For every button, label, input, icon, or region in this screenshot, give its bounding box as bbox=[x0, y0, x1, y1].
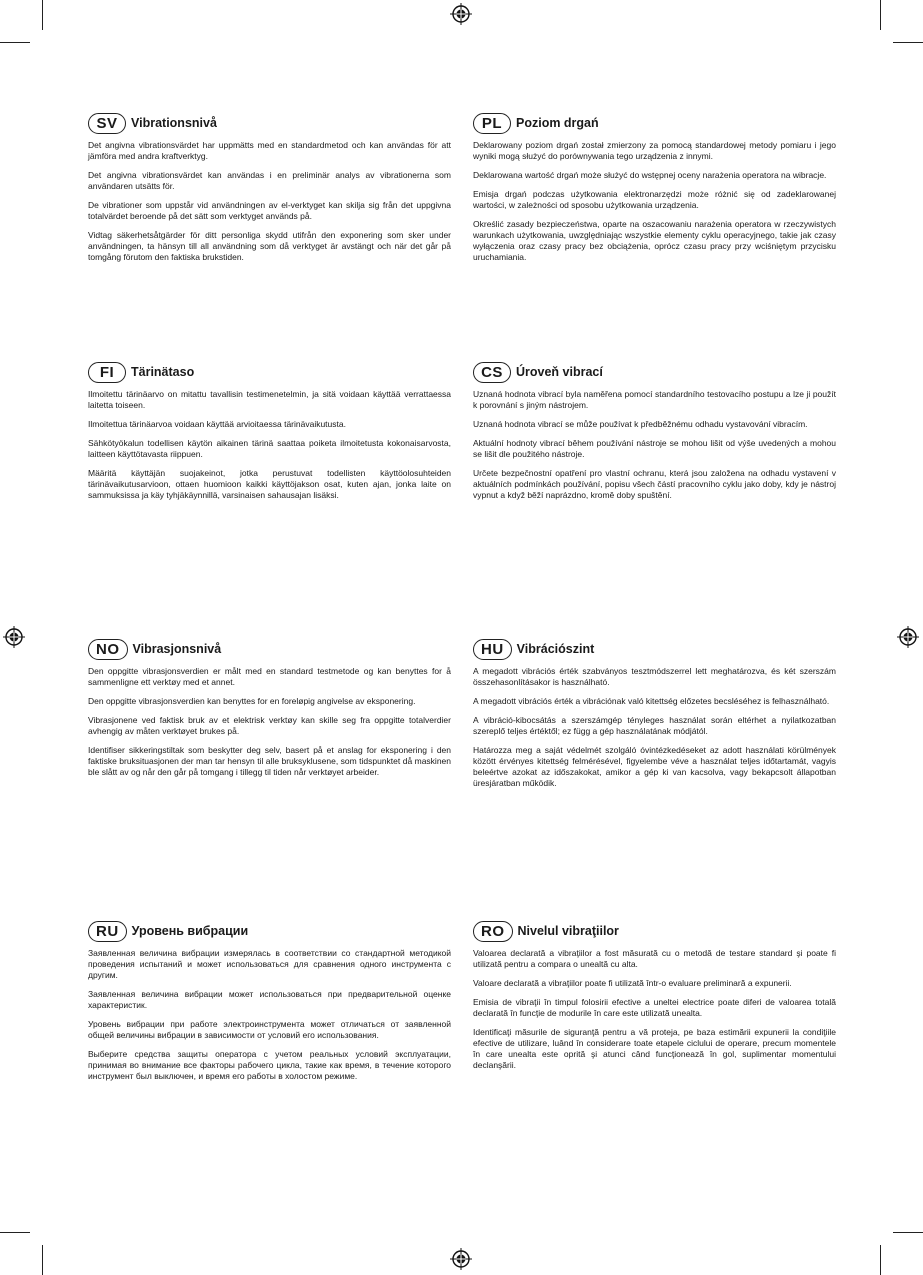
language-badge: RO bbox=[473, 921, 513, 942]
paragraph: Den oppgitte vibrasjonsverdien er målt med en standard testmetode og kan benyttes for å sammenligne ett verktøy med et annet. bbox=[88, 666, 451, 687]
paragraph: Určete bezpečnostní opatření pro vlastní ochranu, která jsou založena na odhadu vystavení v aktuálních podmínkách používání, popisu všech částí pracovního cyklu jako doby, kdy je nástroj vypnut a když běží naprázdno, kromě doby spuštění. bbox=[473, 468, 836, 500]
crop-mark bbox=[893, 42, 923, 43]
paragraph: Ilmoitettua tärinäarvoa voidaan käyttää arvioitaessa tärinävaikutusta. bbox=[88, 419, 346, 429]
registration-mark-icon bbox=[3, 626, 25, 648]
paragraph: Det angivna vibrationsvärdet kan användas i en preliminär analys av vibrationerna som användaren utsätts för. bbox=[88, 170, 451, 191]
paragraph: A megadott vibrációs érték a vibrációnak való kitettség előzetes becsléséhez is felhasználható. bbox=[473, 696, 830, 706]
paragraph: Emisia de vibraţii în timpul folosirii efective a uneltei electrice poate diferi de valoarea totală declarată în funcţie de modurile în care este utilizată unealta. bbox=[473, 997, 836, 1018]
section-sv bbox=[88, 112, 451, 271]
section-header bbox=[473, 920, 836, 942]
paragraph: Määritä käyttäjän suojakeinot, jotka perustuvat todellisten käyttöolosuhteiden tärinävaikutusarvioon, ottaen huomioon kaikki käyttöjakson osat, kuten ajan, jonka laite on sammuksissa ja käy tyhjäkäynnillä, varsinaisen sahausajan lisäksi. bbox=[88, 468, 451, 500]
paragraph: Vibrasjonene ved faktisk bruk av et elektrisk verktøy kan skille seg fra oppgitte totalverdier avhengig av måten verktøyet brukes på. bbox=[88, 715, 451, 736]
section-title: Úroveň vibrací bbox=[516, 365, 603, 379]
language-badge: RU bbox=[88, 921, 127, 942]
paragraph: Заявленная величина вибрации может использоваться при предварительной оценке характеристик. bbox=[88, 989, 451, 1010]
paragraph: Det angivna vibrationsvärdet har uppmätts med en standardmetod och kan användas för att jämföra med andra kraftverktyg. bbox=[88, 140, 451, 161]
section-ro bbox=[473, 920, 836, 1079]
section-header bbox=[473, 638, 836, 660]
section-header bbox=[88, 638, 451, 660]
paragraph: Vidtag säkerhetsåtgärder för ditt personliga skydd utifrån den exponering som sker under användningen, ta hänsyn till all användning som då verktyget är avstängt och när det går på tomgång förutom den faktiska brukstiden. bbox=[88, 230, 451, 262]
section-fi bbox=[88, 361, 451, 509]
language-badge: HU bbox=[473, 639, 512, 660]
section-title: Vibrationsnivå bbox=[131, 116, 217, 130]
paragraph: Uznaná hodnota vibrací se může používat k předběžnému odhadu vystavování vibracím. bbox=[473, 419, 808, 429]
crop-mark bbox=[0, 42, 30, 43]
paragraph: Określić zasady bezpieczeństwa, oparte na oszacowaniu narażenia operatora w rzeczywistych warunkach użytkowania, uwzględniając wszystkie elementy cyklu operacyjnego, takie jak czasy wyłączenia oraz czasy pracy bez obciążenia, oprócz czasu pracy przy wciśniętym przycisku uruchamiania. bbox=[473, 219, 836, 262]
section-cs bbox=[473, 361, 836, 509]
crop-mark bbox=[42, 1245, 43, 1275]
paragraph: De vibrationer som uppstår vid användningen av el-verktyget kan skilja sig från det uppgivna totalvärdet beroende på det sätt som verktyget används på. bbox=[88, 200, 451, 221]
paragraph: Sähkötyökalun todellisen käytön aikainen tärinä saattaa poiketa ilmoitetusta kokonaisarvosta, laitteen käyttötavasta riippuen. bbox=[88, 438, 451, 459]
paragraph: Uznaná hodnota vibrací byla naměřena pomocí standardního testovacího postupu a lze ji použít k porovnání s jiným nástrojem. bbox=[473, 389, 836, 410]
registration-mark-icon bbox=[450, 1248, 472, 1270]
paragraph: Уровень вибрации при работе электроинструмента может отличаться от заявленной общей величины вибрации в зависимости от условий его использования. bbox=[88, 1019, 451, 1040]
crop-mark bbox=[880, 0, 881, 30]
paragraph: Deklarowana wartość drgań może służyć do wstępnej oceny narażenia operatora na wibracje. bbox=[473, 170, 827, 180]
section-header bbox=[473, 112, 836, 134]
section-no bbox=[88, 638, 451, 786]
paragraph: Valoare declarată a vibraţiilor poate fi utilizată într-o evaluare preliminară a expunerii. bbox=[473, 978, 792, 988]
section-title: Poziom drgań bbox=[516, 116, 599, 130]
paragraph: A megadott vibrációs érték szabványos tesztmódszerrel lett meghatározva, és két szerszám összehasonlításakor is használható. bbox=[473, 666, 836, 687]
crop-mark bbox=[42, 0, 43, 30]
crop-mark bbox=[880, 1245, 881, 1275]
paragraph: Den oppgitte vibrasjonsverdien kan benyttes for en foreløpig angivelse av eksponering. bbox=[88, 696, 416, 706]
section-header bbox=[473, 361, 836, 383]
section-header bbox=[88, 112, 451, 134]
paragraph: Identificaţi măsurile de siguranţă pentru a vă proteja, pe baza estimării expunerii la condiţiile efective de utilizare, luând în considerare toate etapele ciclului de operare, precum momentele în care unealta este oprită şi atunci când funcţionează în gol, suplimentar momentului declanşării. bbox=[473, 1027, 836, 1070]
section-title: Уровень вибрации bbox=[131, 924, 249, 938]
section-header bbox=[88, 920, 451, 942]
language-badge: NO bbox=[88, 639, 128, 660]
paragraph: Emisja drgań podczas użytkowania elektronarzędzi może różnić się od zadeklarowanej wartości, w zależności od sposobu użytkowania urządzenia. bbox=[473, 189, 836, 210]
paragraph: Deklarowany poziom drgań został zmierzony za pomocą standardowej metody pomiaru i jego wyniki mogą służyć do porównywania tego urządzenia z innymi. bbox=[473, 140, 836, 161]
language-badge: PL bbox=[473, 113, 511, 134]
paragraph: Выберите средства защиты оператора с учетом реальных условий эксплуатации, принимая во внимание все факторы рабочего цикла, такие как время, в течение которого инструмент был выключен, и время его работы в холостом режиме. bbox=[88, 1049, 451, 1081]
language-badge: SV bbox=[88, 113, 126, 134]
paragraph: Заявленная величина вибрации измерялась в соответствии со стандартной методикой проведения испытаний и может использоваться для сравнения одного инструмента с другим. bbox=[88, 948, 451, 980]
language-badge: CS bbox=[473, 362, 511, 383]
section-hu bbox=[473, 638, 836, 797]
section-title: Vibrasjonsnivå bbox=[132, 642, 222, 656]
paragraph: Identifiser sikkeringstiltak som beskytter deg selv, basert på et anslag for eksponering i den faktiske bruksituasjonen der man tar hensyn til alle bruksyklusene, som tidspunktet då maskinen ble slått av og når den går på tomgang i tillegg til tiden når verktøyet arbeider. bbox=[88, 745, 451, 777]
paragraph: Valoarea declarată a vibraţiilor a fost măsurată cu o metodă de testare standard şi poate fi utilizată pentru a compara o unealtă cu alta. bbox=[473, 948, 836, 969]
section-ru bbox=[88, 920, 451, 1090]
section-pl bbox=[473, 112, 836, 271]
registration-mark-icon bbox=[450, 3, 472, 25]
crop-mark bbox=[0, 1232, 30, 1233]
section-title: Nivelul vibraţiilor bbox=[517, 924, 619, 938]
paragraph: Ilmoitettu tärinäarvo on mitattu tavallisin testimenetelmin, ja sitä voidaan käyttää verrattaessa laitetta toiseen. bbox=[88, 389, 451, 410]
paragraph: Aktuální hodnoty vibrací během používání nástroje se mohou lišit od výše uvedených a mohou se lišit dle použitého nástroje. bbox=[473, 438, 836, 459]
section-title: Tärinätaso bbox=[131, 365, 195, 379]
language-badge: FI bbox=[88, 362, 126, 383]
section-title: Vibrációszint bbox=[516, 642, 595, 656]
paragraph: Határozza meg a saját védelmét szolgáló óvintézkedéseket az adott használati körülmények között érvényes kitettség felmérésével, figyelembe véve a használat teljes időtartamát, vagyis beleértve azokat az időszakokat, amikor a gép ki van kacsolva, vagy bekapcsolt állapotban üresjáratban működik. bbox=[473, 745, 836, 788]
section-header bbox=[88, 361, 451, 383]
crop-mark bbox=[893, 1232, 923, 1233]
registration-mark-icon bbox=[897, 626, 919, 648]
paragraph: A vibráció-kibocsátás a szerszámgép tényleges használat során eltérhet a nyilatkozatban szereplő teljes értéktől; ez függ a gép használatának módjától. bbox=[473, 715, 836, 736]
